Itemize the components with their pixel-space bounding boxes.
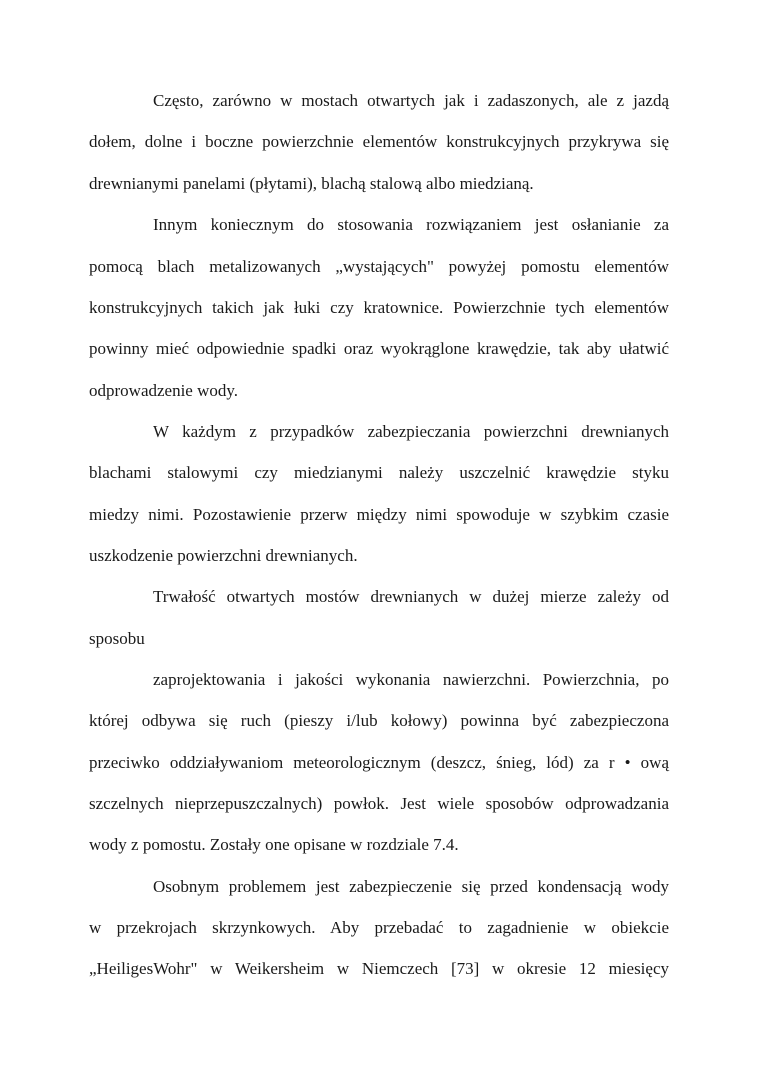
text-line: której odbywa się ruch (pieszy i/lub kołowy) powinna być zabezpieczona — [89, 711, 669, 730]
text-line: Często, zarówno w mostach otwartych jak i zadaszonych, ale z jazdą — [153, 91, 669, 110]
text-line: sposobu — [89, 629, 145, 648]
text-line: szczelnych nieprzepuszczalnych) powłok. Jest wiele sposobów odprowadzania — [89, 794, 669, 813]
text-line: Trwałość otwartych mostów drewnianych w dużej mierze zależy od — [153, 587, 669, 606]
text-line: dołem, dolne i boczne powierzchnie elementów konstrukcyjnych przykrywa się — [89, 132, 669, 151]
text-line: drewnianymi panelami (płytami), blachą stalową albo miedzianą. — [89, 174, 534, 193]
text-line: powinny mieć odpowiednie spadki oraz wyokrąglone krawędzie, tak aby ułatwić — [89, 339, 669, 358]
text-line: „HeiligesWohr" w Weikersheim w Niemczech [73] w okresie 12 miesięcy — [89, 959, 669, 978]
text-line: uszkodzenie powierzchni drewnianych. — [89, 546, 358, 565]
text-line: blachami stalowymi czy miedzianymi należy uszczelnić krawędzie styku — [89, 463, 669, 482]
text-line: Innym koniecznym do stosowania rozwiązaniem jest osłanianie za — [153, 215, 669, 234]
text-line: przeciwko oddziaływaniom meteorologicznym (deszcz, śnieg, lód) za r • ową — [89, 753, 669, 772]
text-line: konstrukcyjnych takich jak łuki czy kratownice. Powierzchnie tych elementów — [89, 298, 669, 317]
text-line: miedzy nimi. Pozostawienie przerw między nimi spowoduje w szybkim czasie — [89, 505, 669, 524]
text-line: odprowadzenie wody. — [89, 381, 239, 400]
text-line: W każdym z przypadków zabezpieczania powierzchni drewnianych — [153, 422, 669, 441]
text-line: wody z pomostu. Zostały one opisane w rozdziale 7.4. — [89, 835, 459, 854]
text-line: zaprojektowania i jakości wykonania nawierzchni. Powierzchnia, po — [153, 670, 669, 689]
text-line: w przekrojach skrzynkowych. Aby przebadać to zagadnienie w obiekcie — [89, 918, 669, 937]
text-line: Osobnym problemem jest zabezpieczenie się przed kondensacją wody — [153, 877, 669, 896]
text-line: pomocą blach metalizowanych „wystających" powyżej pomostu elementów — [89, 257, 669, 276]
